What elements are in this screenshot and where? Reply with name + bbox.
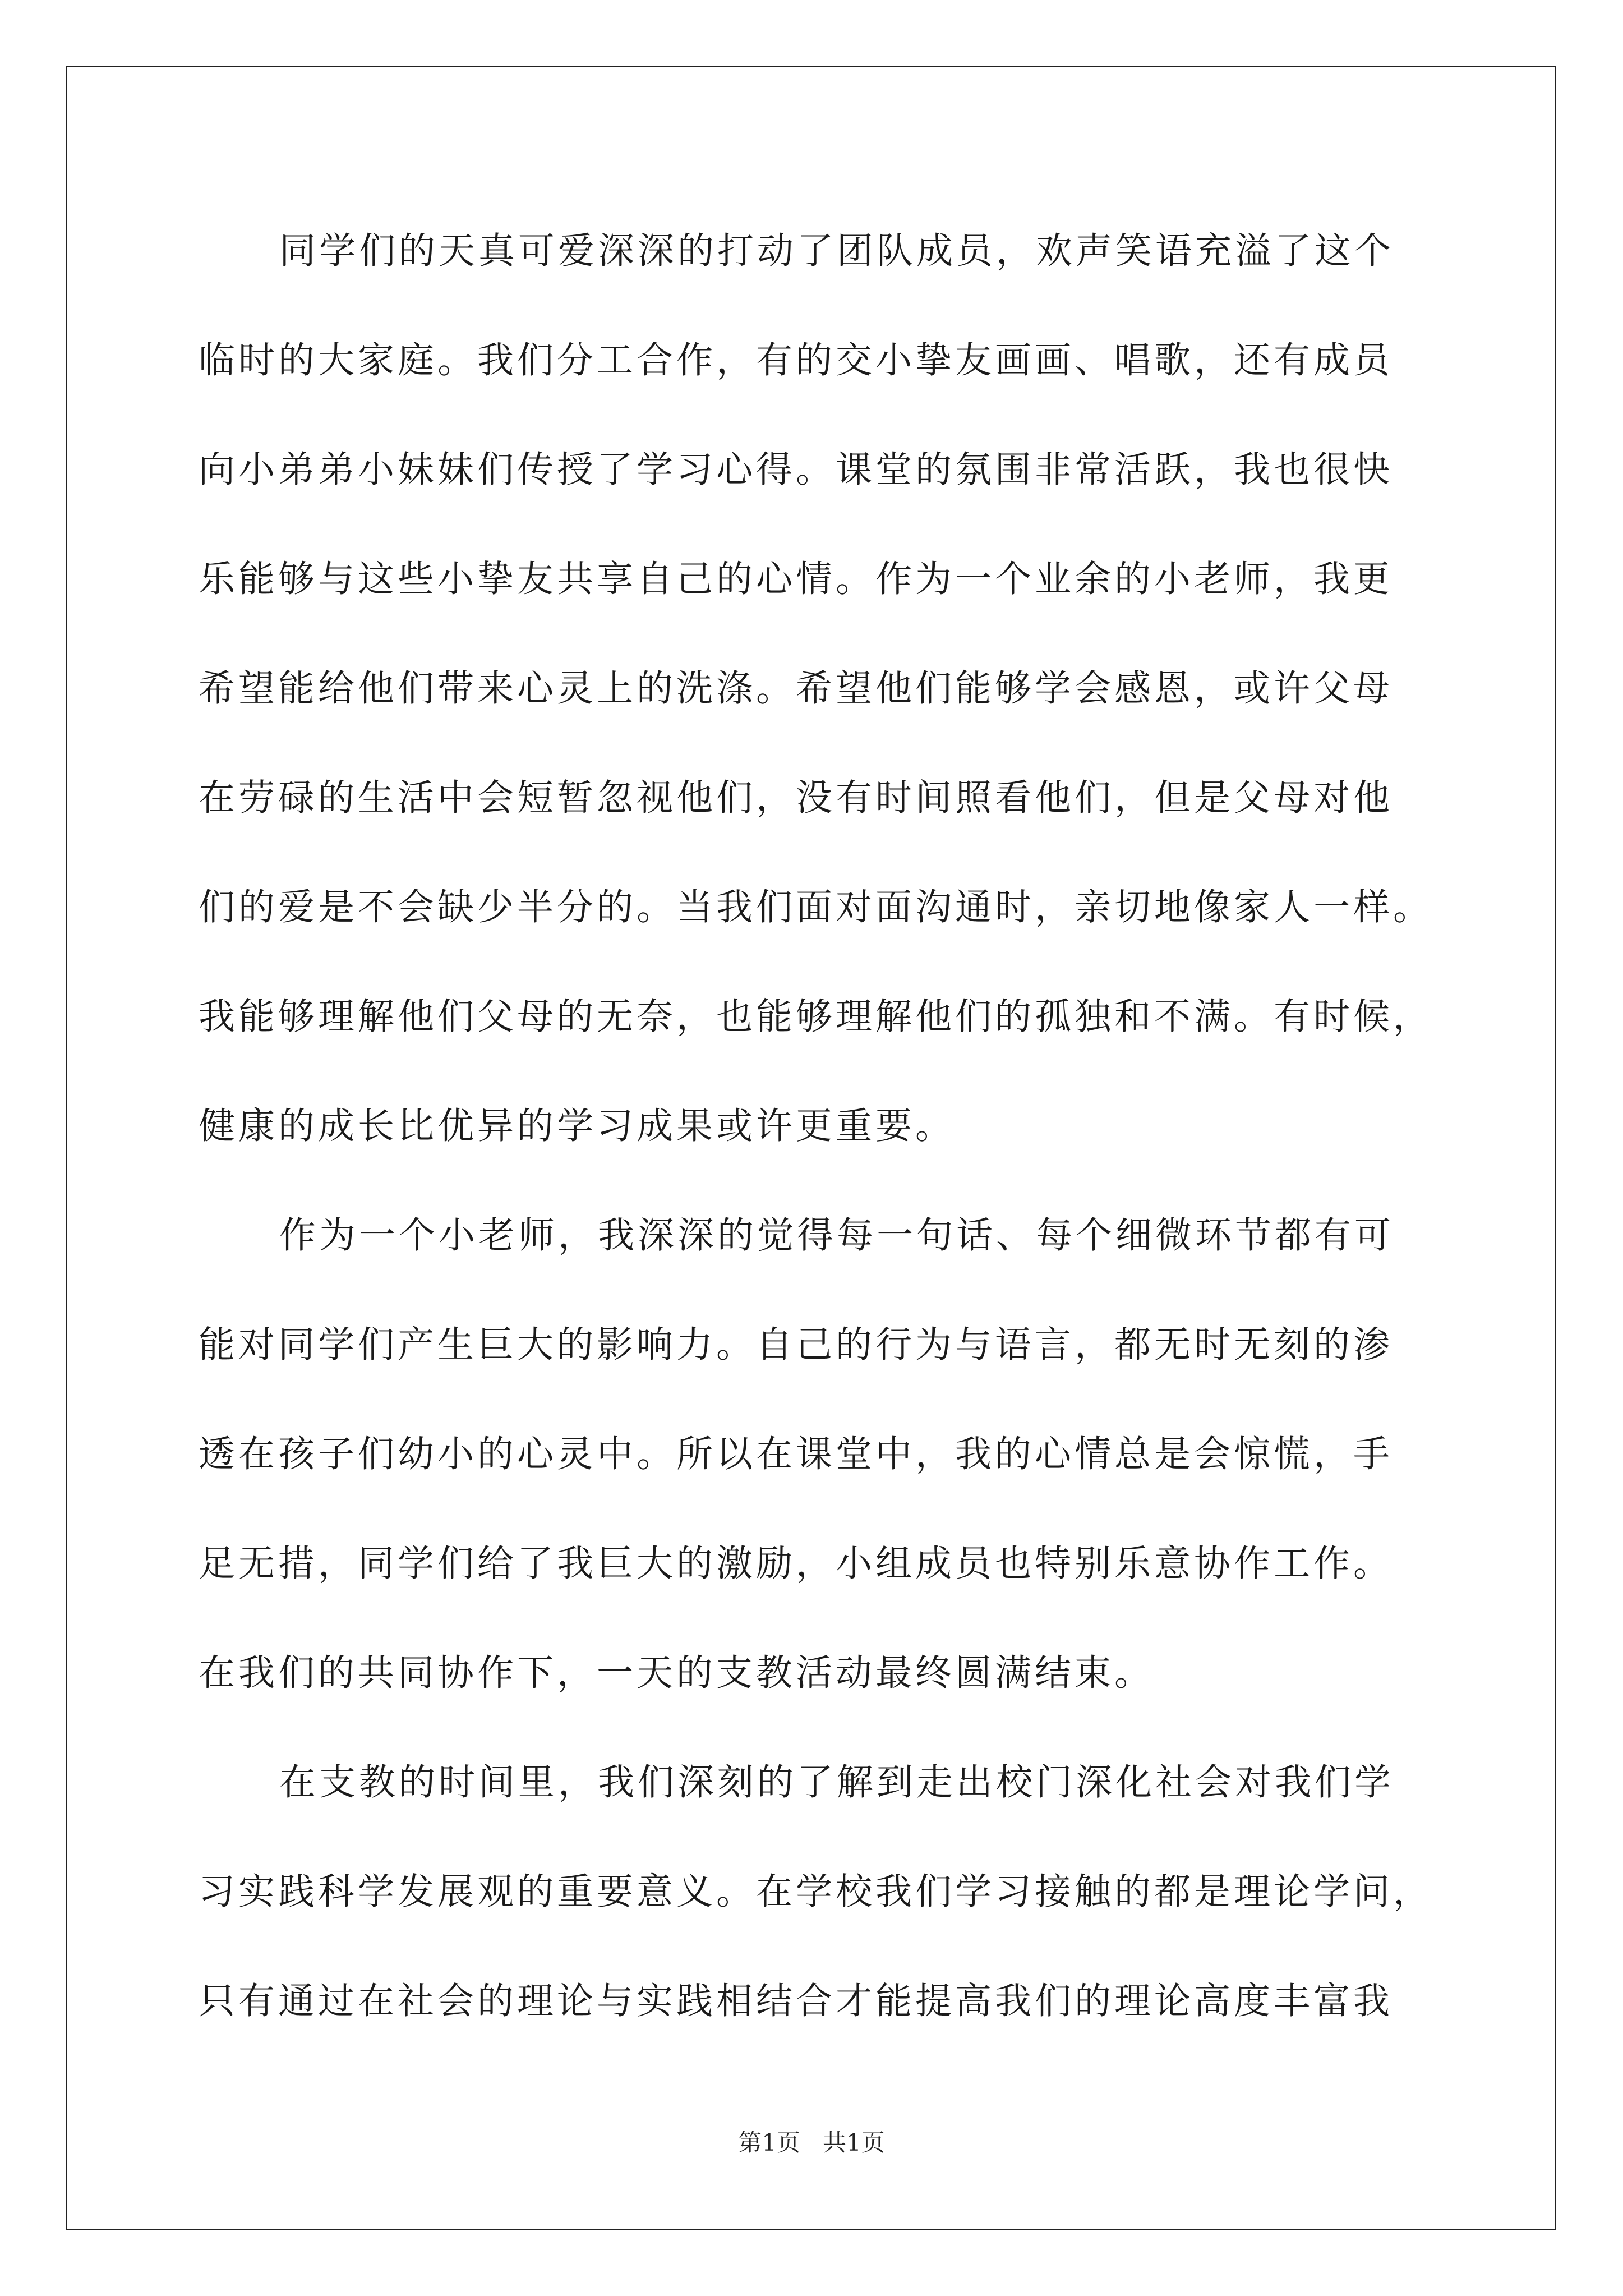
text-line: 足无措，同学们给了我巨大的激励，小组成员也特别乐意协作工作。 [199, 1543, 1394, 1585]
text-line: 乐能够与这些小挚友共享自己的心情。作为一个业余的小老师，我更 [199, 558, 1394, 600]
text-line: 在支教的时间里，我们深刻的了解到走出校门深化社会对我们学 [279, 1761, 1395, 1803]
text-line: 作为一个小老师，我深深的觉得每一句话、每个细微环节都有可 [279, 1214, 1395, 1257]
text-line: 们的爱是不会缺少半分的。当我们面对面沟通时，亲切地像家人一样。 [199, 886, 1433, 928]
document-body [199, 196, 1433, 2056]
page-number: 第1页 [738, 2129, 800, 2156]
text-line: 能对同学们产生巨大的影响力。自己的行为与语言，都无时无刻的渗 [199, 1324, 1394, 1366]
page-footer [0, 2126, 1623, 2160]
text-line: 健康的成长比优异的学习成果或许更重要。 [199, 1105, 956, 1147]
text-line: 在劳碌的生活中会短暂忽视他们，没有时间照看他们，但是父母对他 [199, 777, 1394, 819]
text-line: 在我们的共同协作下，一天的支教活动最终圆满结束。 [199, 1652, 1155, 1694]
paragraph-1 [199, 196, 1433, 1181]
page-total: 共1页 [823, 2129, 885, 2156]
paragraph-2 [199, 1181, 1427, 1728]
text-line: 只有通过在社会的理论与实践相结合才能提高我们的理论高度丰富我 [199, 1980, 1394, 2022]
text-line: 我能够理解他们父母的无奈，也能够理解他们的孤独和不满。有时候， [199, 996, 1433, 1038]
text-line: 透在孩子们幼小的心灵中。所以在课堂中，我的心情总是会惊慌，手 [199, 1433, 1394, 1475]
text-line: 向小弟弟小妹妹们传授了学习心得。课堂的氛围非常活跃，我也很快 [199, 449, 1394, 491]
text-line: 习实践科学发展观的重要意义。在学校我们学习接触的都是理论学问， [199, 1871, 1433, 1913]
text-line: 临时的大家庭。我们分工合作，有的交小挚友画画、唱歌，还有成员 [199, 339, 1394, 381]
text-line: 希望能给他们带来心灵上的洗涤。希望他们能够学会感恩，或许父母 [199, 668, 1394, 710]
text-line: 同学们的天真可爱深深的打动了团队成员，欢声笑语充溢了这个 [279, 230, 1395, 272]
paragraph-3 [199, 1728, 1433, 2056]
